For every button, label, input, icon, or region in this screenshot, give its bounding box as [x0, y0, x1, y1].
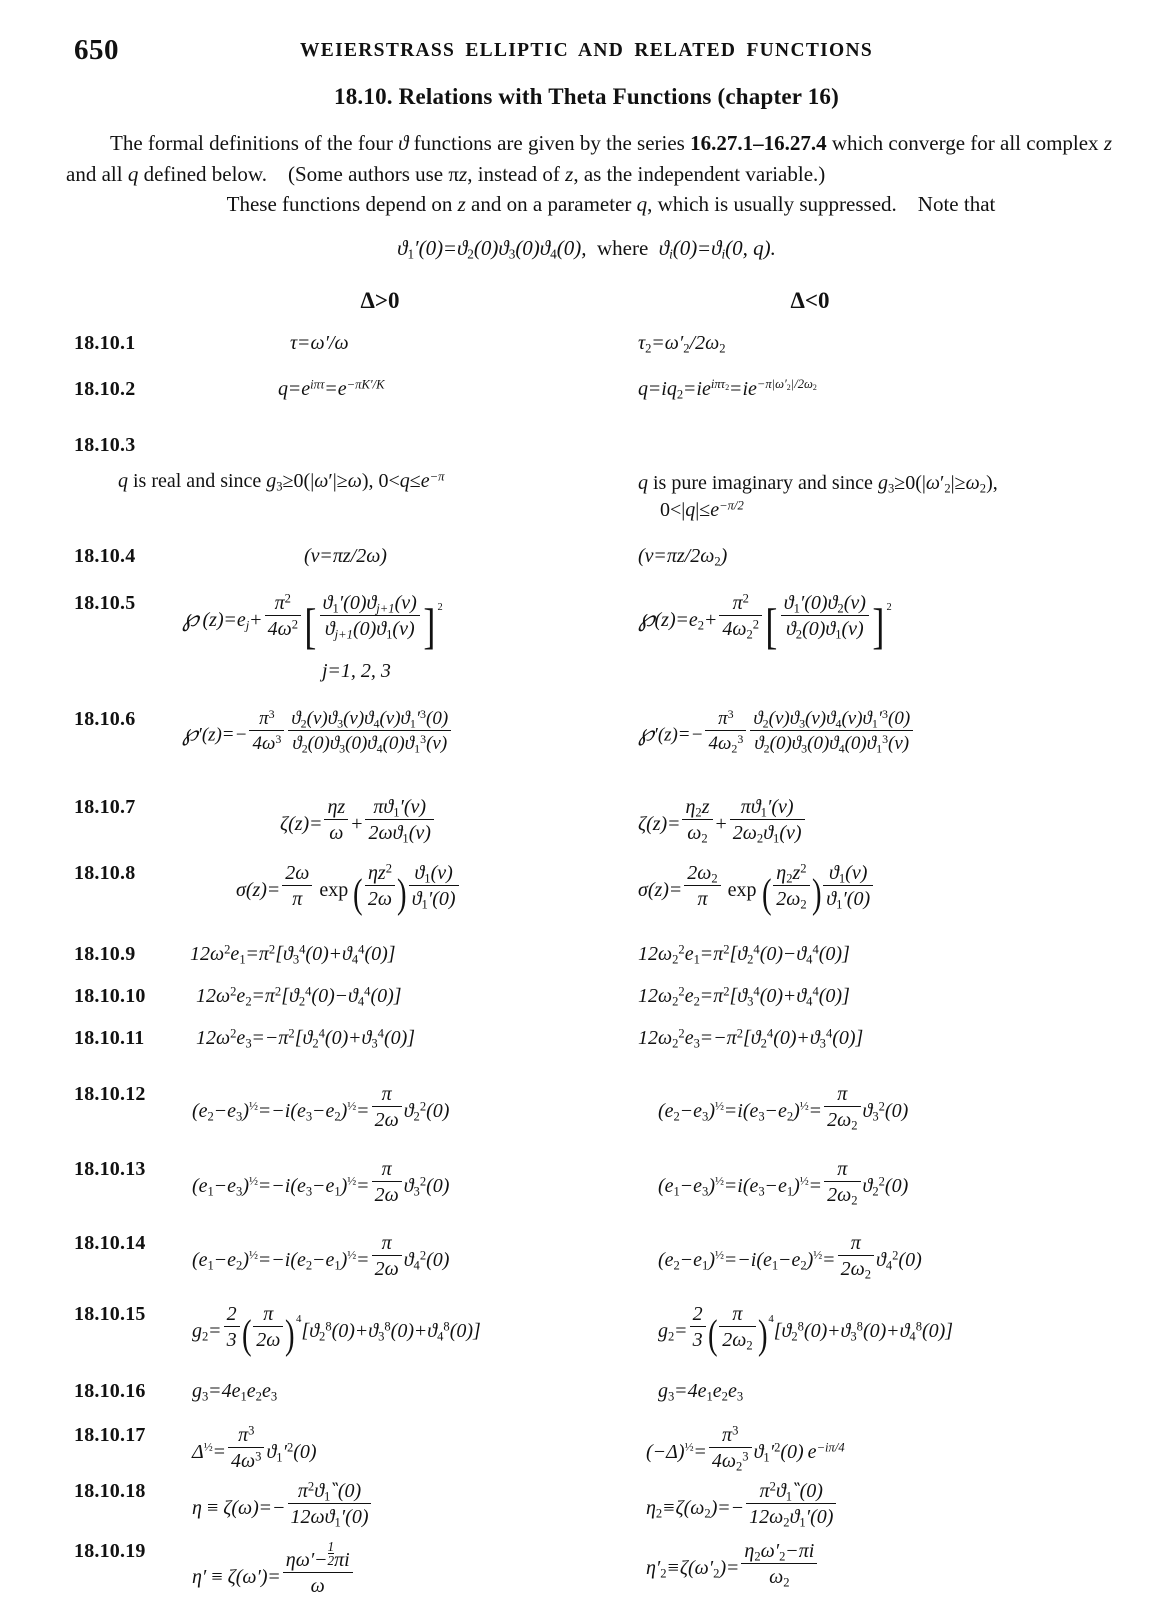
equation-left: $g_2=$ $\frac{2}{3}$ ( $\frac{\pi}{2\omega}$ )$^4[ϑ_2^8(0)+ϑ_3^8(0)+ϑ_4^8(0)]$ [192, 1303, 481, 1358]
equation-left: $q=e^{i\pi\tau}=e^{-\pi K'/K}$ [278, 377, 385, 400]
section-heading: 18.10. Relations with Theta Functions (chapter 16) [334, 84, 839, 109]
equation-left: ℘ $(z)=e_j+$ $\frac{\pi^2}{4\omega^2}$ [ $\frac{ϑ_1'(0)ϑ_{j+1}(v)}{ϑ_{j+1}(0)ϑ_1(v)}$ ] $^2$ [182, 591, 443, 654]
equation-number: 18.10.18 [74, 1480, 146, 1502]
equation-number: 18.10.16 [74, 1380, 146, 1402]
equation-right: ζ(z)= $\frac{\eta_2z}{\omega_2}$ + $\frac{\pi ϑ_1'(v)}{2\omega_2ϑ_1(v)}$ [638, 796, 807, 845]
equation-left: $(e_2-e_3)^{\frac{1}{2}}=-i(e_3-e_2)^{\frac{1}{2}}=$ $\frac{\pi}{2\omega}$ $ϑ_2^2(0)$ [192, 1083, 450, 1132]
equation-left: $\Delta^{\frac{1}{2}}=$ $\frac{\pi^3}{4\omega^3}$ $ϑ_1'^2(0)$ [192, 1423, 317, 1473]
equation-left: (v=πz/2ω) [304, 545, 387, 567]
equation-right: $(e_2-e_1)^{\frac{1}{2}}=-i(e_1-e_2)^{\frac{1}{2}}=$ $\frac{\pi}{2\omega_2}$ $ϑ_4^2(0)$ [658, 1232, 922, 1282]
equation-left: $12\omega^2e_2=\pi^2[ϑ_2^4(0)-ϑ_4^4(0)]$ [196, 984, 402, 1009]
equation-right: $(e_2-e_3)^{\frac{1}{2}}=i(e_3-e_2)^{\frac{1}{2}}=$ $\frac{\pi}{2\omega_2}$ $ϑ_3^2(0)$ [658, 1083, 909, 1133]
equation-number: 18.10.7 [74, 796, 136, 818]
page-number: 650 [74, 34, 119, 66]
equation-number: 18.10.12 [74, 1083, 146, 1105]
equation-right: $\tau_2=\omega'_2/2\omega_2$ [638, 332, 726, 356]
equation-right: ℘′(z)=− $\frac{\pi^3}{4\omega_2^3}$ $\frac{ϑ_2(v)ϑ_3(v)ϑ_4(v)ϑ_1'^3(0)}{ϑ_2(0)ϑ_3(0)ϑ_4(0)ϑ_1^3(v)}$ [638, 708, 915, 755]
equation-number: 18.10.11 [74, 1027, 145, 1049]
equation-left: q is real and since $g_3\ge 0(|\omega'|\ge\omega)$, $0<q\le e^{-\pi}$ [118, 469, 445, 494]
column-header-right: Δ<0 [790, 288, 830, 313]
equation-left: $12\omega^2e_1=\pi^2[ϑ_3^4(0)+ϑ_4^4(0)]$ [190, 942, 396, 967]
equation-right: q is pure imaginary and since $g_3\ge 0(|\omega'_2|\ge\omega_2)$, $0<|q|\le e^{-\pi/2}$ [638, 472, 998, 521]
equation-right: $(e_1-e_3)^{\frac{1}{2}}=i(e_3-e_1)^{\frac{1}{2}}=$ $\frac{\pi}{2\omega_2}$ $ϑ_2^2(0)$ [658, 1158, 909, 1208]
equation-right: $(-\Delta)^{\frac{1}{2}}=$ $\frac{\pi^3}{4\omega_2^3}$ $ϑ_1'^2(0)$ $e^{-i\pi/4}$ [646, 1423, 845, 1474]
equation-right: σ(z)= $\frac{2\omega_2}{\pi}$ exp ( $\frac{\eta_2z^2}{2\omega_2}$ ) $\frac{ϑ_1(v)}{ϑ_1'(0)}$ [638, 862, 875, 917]
equation-right: $℘(z)=e_2+$ $\frac{\pi^2}{4\omega_2^2}$ [ $\frac{ϑ_1'(0)ϑ_2(v)}{ϑ_2(0)ϑ_1(v)}$ ] $^2$ [638, 591, 892, 654]
equation-right: $g_3=4e_1e_2e_3$ [658, 1380, 744, 1404]
equation-left: $(e_1-e_3)^{\frac{1}{2}}=-i(e_3-e_1)^{\frac{1}{2}}=$ $\frac{\pi}{2\omega}$ $ϑ_3^2(0)$ [192, 1158, 450, 1207]
column-header-left: Δ>0 [360, 288, 400, 313]
equation-number: 18.10.13 [74, 1158, 146, 1180]
equation-left: τ=ω′/ω [290, 332, 349, 354]
equation-number: 18.10.5 [74, 592, 136, 614]
equation-left: ζ(z)= $\frac{\eta z}{\omega}$ + $\frac{\pi ϑ_1'(v)}{2\omega ϑ_1(v)}$ [280, 796, 436, 845]
equation-left: $(e_1-e_2)^{\frac{1}{2}}=-i(e_2-e_1)^{\frac{1}{2}}=$ $\frac{\pi}{2\omega}$ $ϑ_4^2(0)$ [192, 1232, 450, 1281]
equation-left: $12\omega^2e_3=-\pi^2[ϑ_2^4(0)+ϑ_3^4(0)]$ [196, 1026, 416, 1051]
equation-left: σ(z)= $\frac{2\omega}{\pi}$ exp ( $\frac{\eta z^2}{2\omega}$ ) $\frac{ϑ_1(v)}{ϑ_1'(0)}$ [236, 862, 461, 917]
equation-number: 18.10.6 [74, 708, 136, 730]
equation-number: 18.10.14 [74, 1232, 146, 1254]
equation-left: ℘′(z)=− $\frac{\pi^3}{4\omega^3}$ $\frac{ϑ_2(v)ϑ_3(v)ϑ_4(v)ϑ_1'^3(0)}{ϑ_2(0)ϑ_3(0)ϑ_4(0)ϑ_1^3(v)}$ [182, 708, 453, 755]
equation-right: $g_2=$ $\frac{2}{3}$ ( $\frac{\pi}{2\omega_2}$ )$^4[ϑ_2^8(0)+ϑ_3^8(0)+ϑ_4^8(0)]$ [658, 1303, 954, 1358]
equation-number: 18.10.2 [74, 378, 136, 400]
equation-number: 18.10.8 [74, 862, 136, 884]
running-title: WEIERSTRASS ELLIPTIC AND RELATED FUNCTIONS [299, 40, 874, 61]
equation-number: 18.10.17 [74, 1424, 146, 1446]
equation-number: 18.10.19 [74, 1540, 146, 1562]
equation-number: 18.10.10 [74, 985, 146, 1007]
equation-number: 18.10.4 [74, 545, 136, 567]
intro-text [66, 128, 1112, 220]
equation-right: $\eta'_2\equiv\zeta(\omega'_2)=$ $\frac{\eta_2\omega'_2-\pi i}{\omega_2}$ [646, 1540, 819, 1589]
equation-left: η ≡ ζ(ω)=− $\frac{\pi^2ϑ_1‶(0)}{12\omega ϑ_1'(0)}$ [192, 1480, 373, 1529]
intro-display-equation: $ϑ_1'(0)=ϑ_2(0)ϑ_3(0)ϑ_4(0)$, where $ϑ_i(0)=ϑ_i(0$, q). [397, 236, 776, 262]
intro-paragraph-1: The formal definitions of the four ϑ functions are given by the series 16.27.1–16.27.4 which converge for all complex z and all q defined below. (Some authors use πz, instead of z, as the independent variable.) [66, 131, 1112, 186]
equation-right: $(v=\pi z/2\omega_2)$ [638, 545, 728, 569]
equation-number: 18.10.15 [74, 1303, 146, 1325]
equation-right: $\eta_2\equiv\zeta(\omega_2)=-$ $\frac{\pi^2ϑ_1‶(0)}{12\omega_2ϑ_1'(0)}$ [646, 1480, 838, 1529]
equation-number: 18.10.3 [74, 434, 136, 456]
equation-note: j=1, 2, 3 [322, 660, 391, 682]
equation-right: $q=iq_2=ie^{i\pi\tau_2}=ie^{-\pi|\omega'_2|/2\omega_2}$ [638, 377, 817, 402]
running-head [0, 34, 1173, 68]
equation-right: $12\omega_2^2e_3=-\pi^2[ϑ_2^4(0)+ϑ_3^4(0)]$ [638, 1026, 864, 1051]
equation-left: η′ ≡ ζ(ω′)= ηω′− $\frac{1}{2}$ πi ω [192, 1540, 355, 1598]
equation-left: $g_3=4e_1e_2e_3$ [192, 1380, 278, 1404]
intro-paragraph-2: These functions depend on z and on a parameter q, which is usually suppressed. Note that [226, 192, 996, 216]
equation-number: 18.10.9 [74, 943, 136, 965]
equation-right: $12\omega_2^2e_2=\pi^2[ϑ_3^4(0)+ϑ_4^4(0)]$ [638, 984, 850, 1009]
column-headers [0, 288, 1173, 318]
equation-right: $12\omega_2^2e_1=\pi^2[ϑ_2^4(0)-ϑ_4^4(0)]$ [638, 942, 850, 967]
equation-number: 18.10.1 [74, 332, 136, 354]
